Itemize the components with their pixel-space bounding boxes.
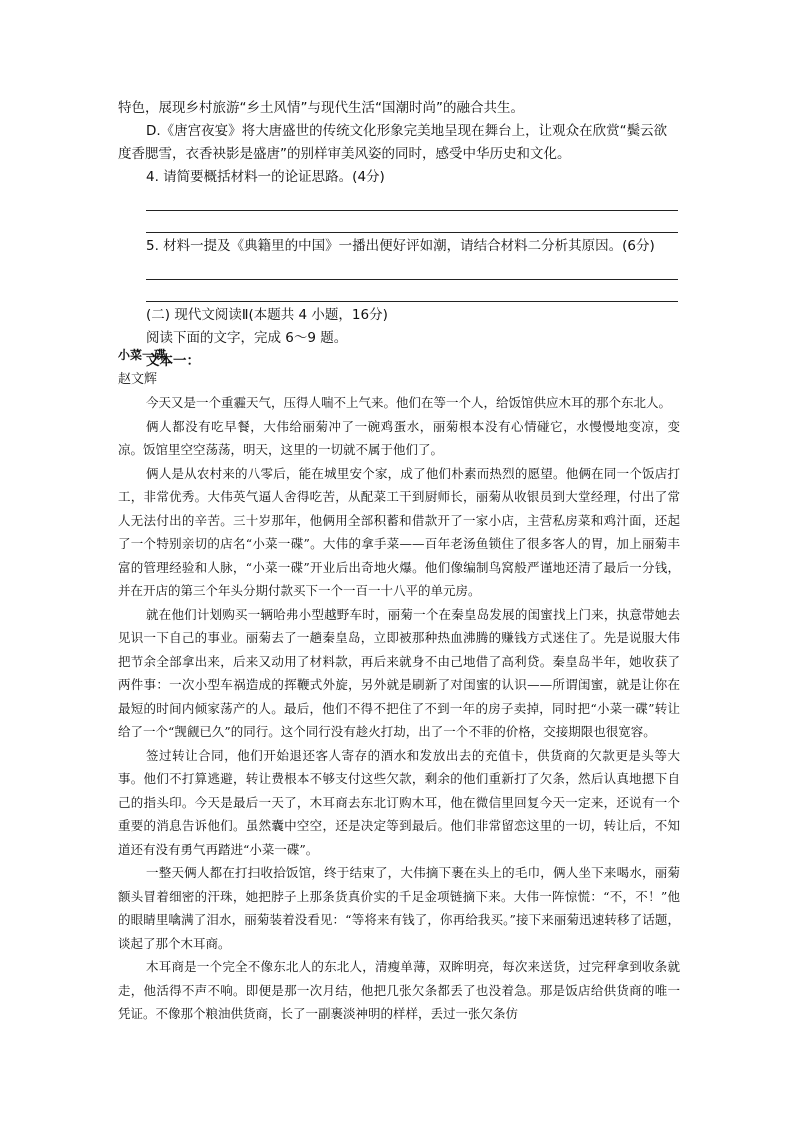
story-paragraph: 俩人都没有吃早餐，大伟给丽菊冲了一碗鸡蛋水，丽菊根本没有心情碰它，水慢慢地变凉，变凉。饭馆里空空荡荡，明天，这里的一切就不属于他们了。 xyxy=(118,418,680,457)
story-author: 赵文辉 xyxy=(118,371,158,387)
answer-line xyxy=(146,189,678,211)
answer-line xyxy=(146,280,678,302)
section-instruction: 阅读下面的文字，完成 6～9 题。 xyxy=(146,330,348,346)
question-4: 4. 请简要概括材料一的论证思路。(4分) xyxy=(146,169,385,185)
story-paragraph: 一整天俩人都在打扫收拾饭馆，终于结束了，大伟摘下裹在头上的毛巾，俩人坐下来喝水，丽菊额头冒着细密的汗珠，她把脖子上那条货真价实的千足金项链摘下来。大伟一阵惊慌：“不，不！”他的眼睛里噙满了泪水，丽菊装着没看见：“等将来有钱了，你再给我买。”接下来丽菊迅速转移了话题，谈起了那个木耳商。 xyxy=(118,865,680,951)
section-heading: (二) 现代文阅读Ⅱ(本题共 4 小题，16分) xyxy=(146,307,388,323)
question-section xyxy=(118,97,678,373)
story-title: 小菜一碟 xyxy=(118,348,167,362)
story-paragraph: 签过转让合同，他们开始退还客人寄存的酒水和发放出去的充值卡，供货商的欠款更是头等大事。他们不打算逃避，转让费根本不够支付这些欠款，剩余的他们重新打了欠条，然后认真地摁下自己的指头印。今天是最后一天了，木耳商去东北订购木耳，他在微信里回复今天一定来，还说有一个重要的消息告诉他们。虽然囊中空空，还是决定等到最后。他们非常留恋这里的一切，转让后，不知道还有没有勇气再踏进“小菜一碟”。 xyxy=(118,747,680,857)
option-c-continuation: 特色，展现乡村旅游“乡土风情”与现代生活“国潮时尚”的融合共生。 xyxy=(118,100,524,116)
story-paragraph: 今天又是一个重霾天气，压得人喘不上气来。他们在等一个人，给饭馆供应木耳的那个东北人。 xyxy=(146,395,672,410)
question-5: 5. 材料一提及《典籍里的中国》一播出便好评如潮，请结合材料二分析其原因。(6分) xyxy=(146,238,655,254)
answer-line xyxy=(146,211,678,233)
story-text xyxy=(118,342,680,1026)
story-paragraph: 木耳商是一个完全不像东北人的东北人，清瘦单薄，双眸明亮，每次来送货，过完秤拿到收条就走，他活得不声不响。即便是那一次月结，他把几张欠条都丢了也没着急。那是饭店给供货商的唯一凭证。不像那个粮油供货商，长了一副裹淡神明的样样，丢过一张欠条仿 xyxy=(118,959,680,1021)
text-label: 文本一： xyxy=(146,353,200,369)
story-paragraph: 就在他们计划购买一辆哈弗小型越野车时，丽菊一个在秦皇岛发展的闺蜜找上门来，执意带她去见识一下自己的事业。丽菊去了一趟秦皇岛，立即被那种热血沸腾的赚钱方式迷住了。先是说服大伟把节余全部拿出来，后来又动用了材料款，再后来就身不由己地借了高利贷。秦皇岛半年，她收获了两件事：一次小型车祸造成的挥鞭式外旋，另外就是刷新了对闺蜜的认识——所谓闺蜜，就是让你在最短的时间内倾家荡产的人。最后，他们不得不把住了不到一年的房子卖掉，同时把“小菜一碟”转让给了一个“觊觎已久”的同行。这个同行没有趁火打劫，出了一个不菲的价格，交接期限也很宽容。 xyxy=(118,606,680,739)
story-paragraph: 俩人是从农村来的八零后，能在城里安个家，成了他们朴素而热烈的愿望。他俩在同一个饭店打工，非常优秀。大伟英气逼人舍得吃苦，从配菜工干到厨师长，丽菊从收银员到大堂经理，付出了常人无法付出的辛苦。三十岁那年，他俩用全部积蓄和借款开了一家小店，主营私房菜和鸡汁面，还起了一个特别亲切的店名“小菜一碟”。大伟的拿手菜——百年老汤鱼锁住了很多客人的胃，加上丽菊丰富的管理经验和人脉，“小菜一碟”开业后出奇地火爆。他们像编制鸟窝般严谨地还清了最后一分钱，并在开店的第三个年头分期付款买下一个一百一十八平的单元房。 xyxy=(118,465,680,598)
option-d: D.《唐宫夜宴》将大唐盛世的传统文化形象完美地呈现在舞台上，让观众在欣赏“鬓云欲度香腮雪，衣香袂影是盛唐”的别样审美风姿的同时，感受中华历史和文化。 xyxy=(118,123,668,162)
answer-line xyxy=(146,258,678,280)
